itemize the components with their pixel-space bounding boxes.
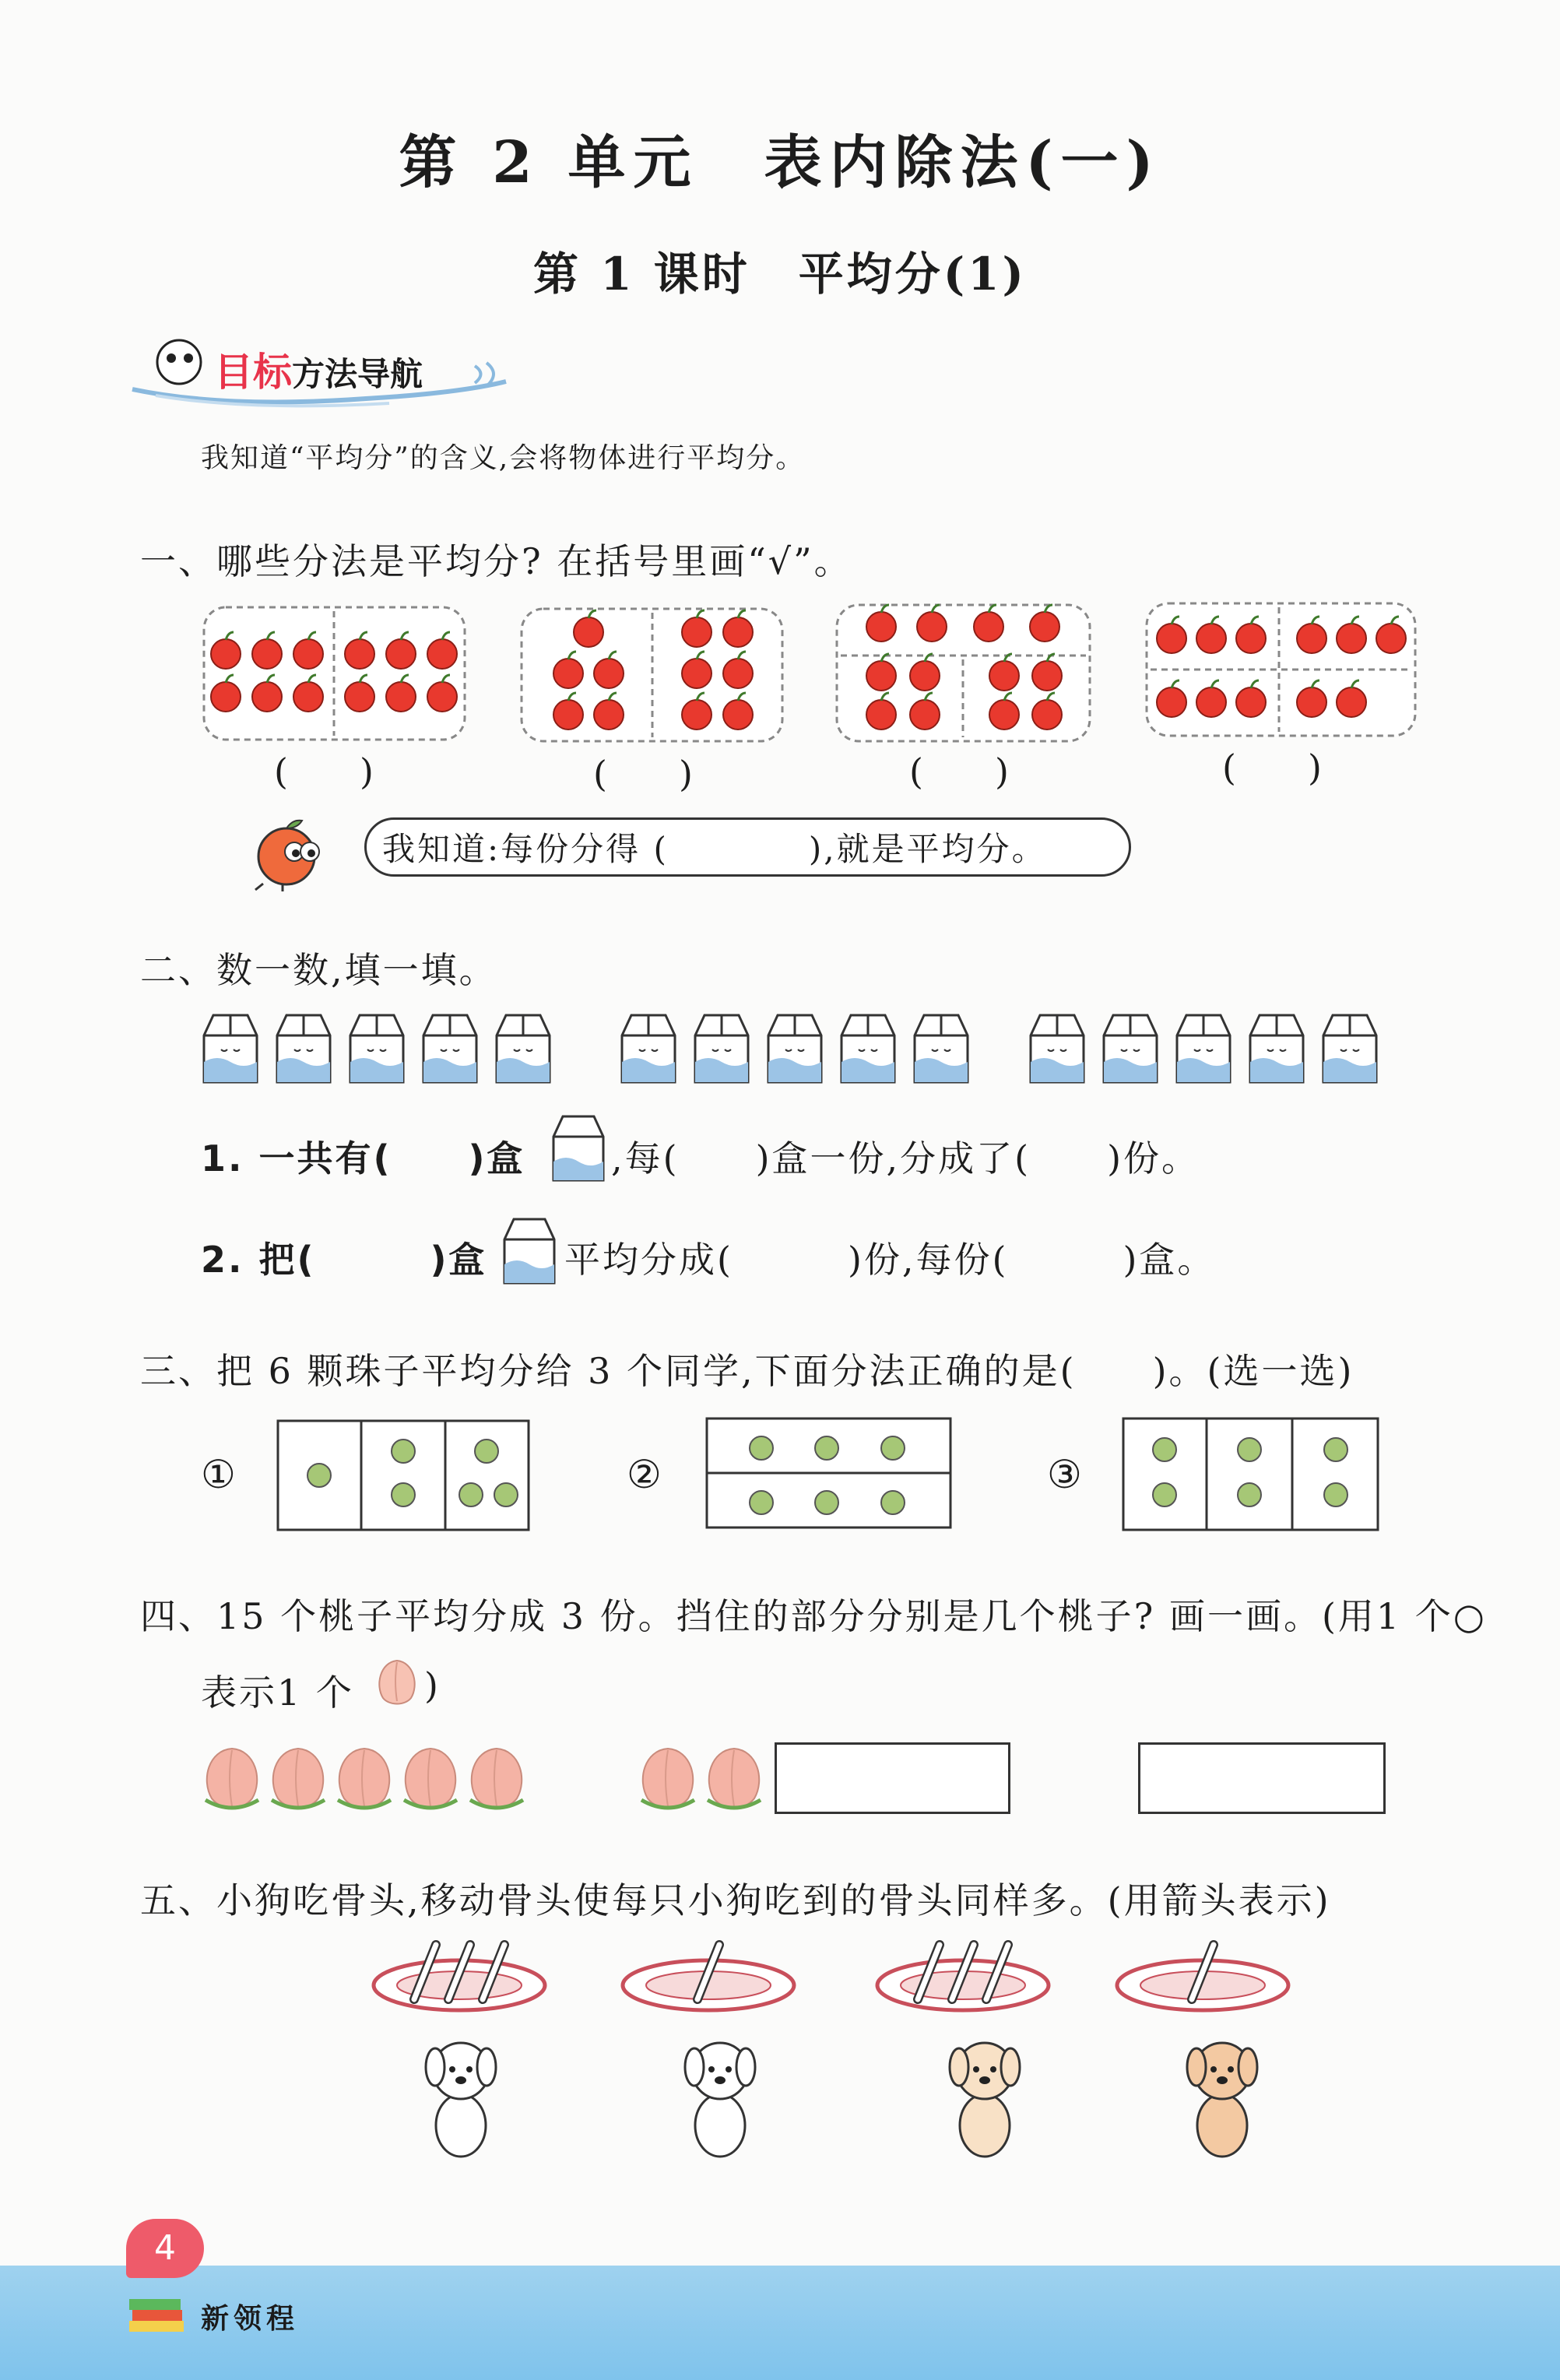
bead: [1238, 1438, 1261, 1461]
question-4-line-2: 表示1 个: [201, 1672, 354, 1714]
bead: [815, 1491, 838, 1514]
lesson-title: 第 1 课时 平均分(1): [533, 248, 1027, 301]
q2-line2-part-a: 2. 把( )盒: [201, 1239, 487, 1281]
answer-paren-1[interactable]: ( ): [274, 751, 374, 793]
q2-line1-part-a: 1. 一共有( )盒: [201, 1137, 525, 1179]
option-3-box: [1123, 1419, 1378, 1530]
bead: [750, 1436, 773, 1460]
question-2: 二、数一数,填一填。: [140, 949, 497, 991]
speech-bubble: 我知道:每份分得 ( ),就是平均分。: [364, 817, 1131, 877]
unit-title: 第 2 单元 表内除法(一): [399, 129, 1161, 196]
bead: [475, 1440, 498, 1463]
bead: [1238, 1483, 1261, 1506]
answer-paren-4[interactable]: ( ): [1222, 747, 1322, 789]
bead: [1324, 1438, 1347, 1461]
dog: [426, 2043, 496, 2157]
bead: [881, 1436, 905, 1460]
peach: [708, 1749, 761, 1808]
answer-paren-3[interactable]: ( ): [909, 751, 1009, 793]
question-4-line-2-end: ): [424, 1665, 441, 1707]
question-3: 三、把 6 颗珠子平均分给 3 个同学,下面分法正确的是( )。(选一选): [140, 1350, 1354, 1392]
peach: [470, 1749, 523, 1808]
bead: [750, 1491, 773, 1514]
peach-icon: [374, 1654, 420, 1709]
question-5: 五、小狗吃骨头,移动骨头使每只小狗吃到的骨头同样多。(用箭头表示): [140, 1879, 1331, 1921]
dog: [950, 2043, 1020, 2157]
question-4: 四、15 个桃子平均分成 3 份。挡住的部分分别是几个桃子? 画一画。(用1 个○: [140, 1595, 1487, 1637]
bead: [1153, 1438, 1176, 1461]
option-2-label[interactable]: ②: [627, 1452, 662, 1497]
drawing-box-2[interactable]: [1138, 1742, 1386, 1814]
peach: [272, 1749, 325, 1808]
peach: [404, 1749, 457, 1808]
question-2-line-2-b: 平均分成( )份,每份( )盒。: [564, 1239, 1216, 1281]
nav-label-goal: 目标: [214, 350, 292, 395]
bead: [459, 1483, 483, 1506]
peach: [338, 1749, 391, 1808]
answer-paren-2[interactable]: ( ): [593, 753, 693, 795]
dog: [685, 2043, 755, 2157]
peach: [641, 1749, 694, 1808]
books-icon: [126, 2293, 188, 2340]
peach: [206, 1749, 258, 1808]
option-1-label[interactable]: ①: [201, 1452, 236, 1497]
bead: [494, 1483, 518, 1506]
bead: [815, 1436, 838, 1460]
dog: [1187, 2043, 1257, 2157]
learning-goal: 我知道“平均分”的含义,会将物体进行平均分。: [201, 442, 806, 474]
brand-name: 新领程: [201, 2302, 300, 2335]
bead: [392, 1440, 415, 1463]
option-3-label[interactable]: ③: [1047, 1452, 1082, 1497]
bead: [881, 1491, 905, 1514]
dogs-and-bones: [0, 1939, 1560, 2172]
drawing-box-1[interactable]: [775, 1742, 1010, 1814]
question-1: 一、哪些分法是平均分? 在括号里画“√”。: [140, 540, 852, 582]
question-2-line-1-b: ,每( )盒一份,分成了( )份。: [611, 1137, 1200, 1179]
bead: [1324, 1483, 1347, 1506]
bead: [1153, 1483, 1176, 1506]
bead: [307, 1464, 331, 1487]
bead: [392, 1483, 415, 1506]
nav-label-method: 方法导航: [292, 355, 423, 393]
page-number: 4: [126, 2219, 204, 2278]
